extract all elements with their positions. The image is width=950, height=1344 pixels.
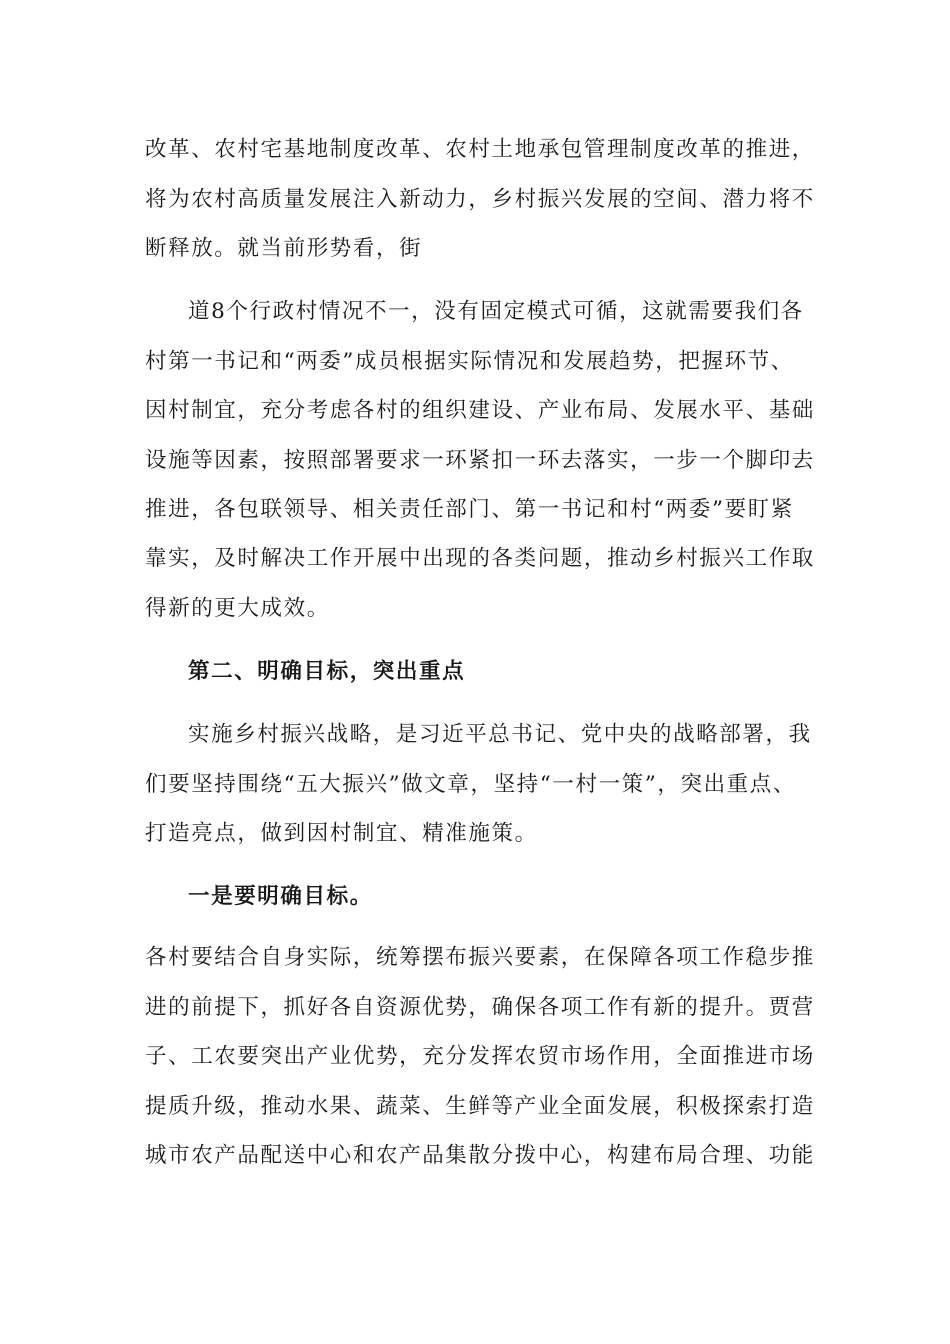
paragraph-line: 打造亮点，做到因村制宜、精准施策。 (145, 821, 538, 846)
paragraph-line: 将为农村高质量发展注入新动力，乡村振兴发展的空间、潜力将不 (145, 187, 815, 212)
paragraph-line: 城市农产品配送中心和农产品集散分拨中心，构建布局合理、功能 (145, 1143, 815, 1168)
paragraph-line: 子、工农要突出产业优势，充分发挥农贸市场作用，全面推进市场 (145, 1044, 815, 1069)
paragraph-line: 们要坚持围绕“五大振兴”做文章，坚持“一村一策”，突出重点、 (145, 772, 796, 797)
section-heading: 第二、明确目标，突出重点 (188, 659, 466, 684)
paragraph-line: 村第一书记和“两委”成员根据实际情况和发展趋势，把握环节、 (145, 349, 794, 374)
paragraph-line: 进的前提下，抓好各自资源优势，确保各项工作有新的提升。贾营 (145, 995, 815, 1020)
paragraph-line: 因村制宜，充分考虑各村的组织建设、产业布局、发展水平、基础 (145, 398, 815, 423)
paragraph-line: 推进，各包联领导、相关责任部门、第一书记和村“两委”要盯紧 (145, 497, 794, 522)
paragraph-line: 提质升级，推动水果、蔬菜、生鲜等产业全面发展，积极探索打造 (145, 1094, 815, 1119)
paragraph-line: 各村要结合自身实际，统筹摆布振兴要素，在保障各项工作稳步推 (145, 945, 815, 970)
paragraph-line: 改革、农村宅基地制度改革、农村土地承包管理制度改革的推进， (145, 137, 815, 162)
paragraph-line: 设施等因素，按照部署要求一环紧扣一环去落实，一步一个脚印去 (145, 448, 815, 473)
paragraph-line: 得新的更大成效。 (145, 596, 330, 621)
subsection-heading: 一是要明确目标。 (188, 884, 373, 909)
paragraph-line: 靠实，及时解决工作开展中出现的各类问题，推动乡村振兴工作取 (145, 546, 815, 571)
paragraph-line: 断释放。就当前形势看，街 (145, 236, 423, 261)
paragraph-line: 实施乡村振兴战略，是习近平总书记、党中央的战略部署，我 (188, 722, 812, 747)
paragraph-line: 道8个行政村情况不一，没有固定模式可循，这就需要我们各 (188, 299, 804, 324)
